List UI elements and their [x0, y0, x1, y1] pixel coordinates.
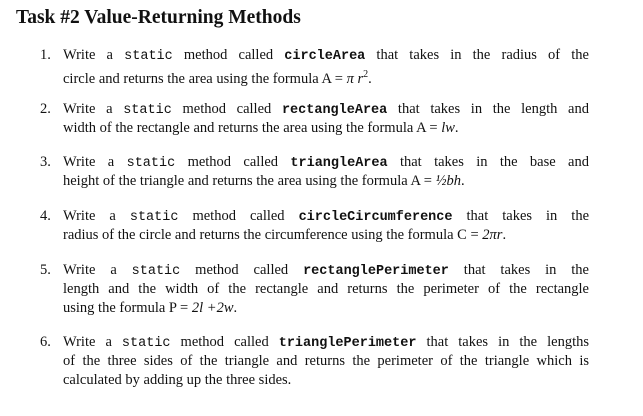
item-number: 3.: [40, 154, 51, 170]
method-name: circleArea: [284, 49, 366, 64]
item-number: 1.: [40, 47, 51, 63]
method-name: rectangleArea: [281, 103, 388, 118]
item-line: length and the width of the rectangle and returns the perimeter of the rectangle: [63, 281, 589, 297]
formula: 2πr: [482, 227, 503, 243]
item-line: width of the rectangle and returns the area using the formula A = lw.: [63, 120, 459, 136]
keyword-static: static: [131, 264, 181, 279]
item-line: using the formula P = 2l +2w.: [63, 300, 238, 316]
method-name: circleCircumference: [298, 210, 453, 225]
keyword-static: static: [121, 336, 171, 351]
item-line: Write a static method called rectangleArea that takes in the length and: [63, 101, 589, 118]
keyword-static: static: [124, 49, 173, 64]
item-line: calculated by adding up the three sides.: [63, 372, 292, 388]
item-line: Write a static method called circleArea that takes in the radius of the: [63, 47, 589, 64]
method-name: triangleArea: [290, 156, 388, 171]
formula: 2l +2w: [191, 300, 234, 316]
item-number: 2.: [40, 101, 51, 117]
formula-superscript: 2: [363, 69, 369, 80]
item-number: 4.: [40, 208, 51, 224]
item-number: 6.: [40, 334, 51, 350]
keyword-static: static: [129, 210, 179, 225]
formula: lw: [441, 120, 455, 136]
method-name: trianglePerimeter: [278, 336, 417, 351]
item-line: circle and returns the area using the formula A = π $r^2$.: [63, 69, 372, 87]
item-number: 5.: [40, 262, 51, 278]
keyword-static: static: [126, 156, 176, 171]
item-line: Write a static method called triangleArea that takes in the base and: [63, 154, 589, 171]
item-line: Write a static method called rectanglePerimeter that takes in the: [63, 262, 589, 279]
item-line: Write a static method called circleCircumference that takes in the: [63, 208, 590, 225]
keyword-static: static: [123, 103, 172, 118]
method-name: rectanglePerimeter: [303, 264, 449, 279]
item-line: radius of the circle and returns the circumference using the formula C = 2πr.: [63, 227, 507, 243]
formula: π r: [346, 70, 364, 87]
item-line: Write a static method called trianglePerimeter that takes in the lengths: [63, 334, 589, 351]
item-line: height of the triangle and returns the area using the formula A = ½bh.: [63, 173, 465, 189]
page-title: Task #2 Value-Returning Methods: [16, 7, 301, 28]
item-line: of the three sides of the triangle and returns the perimeter of the triangle which is: [63, 353, 589, 369]
formula: ½bh: [435, 173, 461, 189]
